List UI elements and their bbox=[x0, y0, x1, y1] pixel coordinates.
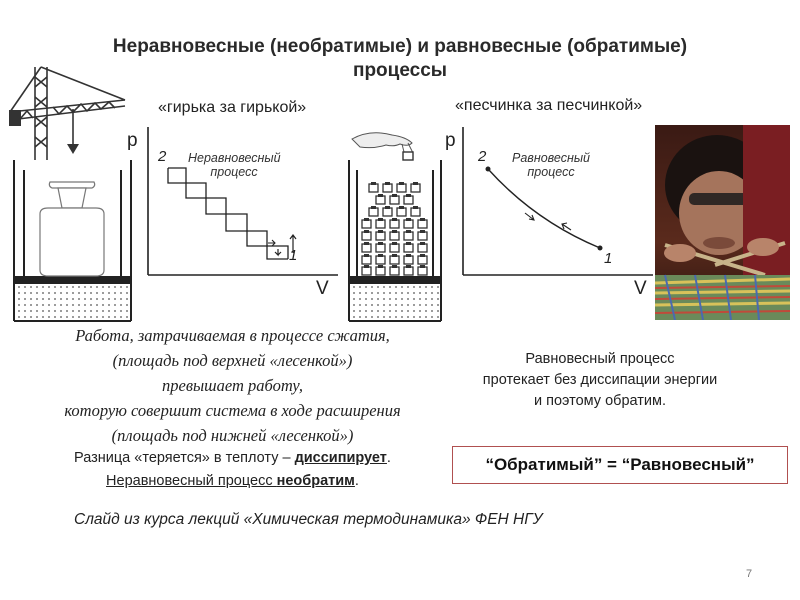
arrow-right-icon bbox=[268, 240, 275, 246]
left-pv-graph bbox=[140, 125, 340, 280]
difference-keyword: диссипирует bbox=[294, 450, 387, 466]
slide-credit: Слайд из курса лекций «Химическая термодинамика» ФЕН НГУ bbox=[74, 511, 543, 528]
right-text-line-3: и поэтому обратим. bbox=[534, 393, 666, 409]
irrev-keyword: необратим bbox=[276, 473, 355, 489]
piston-vessel-right bbox=[345, 158, 445, 323]
sand-mandala-photo bbox=[655, 125, 790, 320]
right-text-line-1: Равновесный процесс bbox=[525, 351, 675, 367]
slide-title-line2: процессы bbox=[352, 60, 448, 81]
crane-illustration bbox=[5, 62, 130, 162]
arrow-up-left-icon bbox=[562, 223, 571, 230]
left-text-line-3: превышает работу, bbox=[162, 376, 303, 395]
left-axis-y-label: p bbox=[127, 130, 138, 151]
slide-title-line1: Неравновесные (необратимые) и равновесные (обратимые) bbox=[112, 36, 688, 57]
left-text-line-4: которую совершит система в ходе расширения bbox=[64, 401, 401, 420]
left-curve-label-line1: Неравновесный bbox=[188, 151, 281, 165]
right-axis-y-label: p bbox=[445, 130, 456, 151]
left-text-line-2: (площадь под верхней «лесенкой») bbox=[112, 351, 353, 370]
left-axis-x-label: V bbox=[316, 278, 329, 299]
right-text-line-2: протекает без диссипации энергии bbox=[482, 372, 718, 388]
right-curve-label-line1: Равновесный bbox=[512, 151, 590, 165]
right-start-point bbox=[486, 167, 491, 172]
left-point-end: 1 bbox=[289, 247, 298, 264]
left-text-line-1: Работа, затрачиваемая в процессе сжатия, bbox=[75, 326, 390, 345]
left-subtitle: «гирька за гирькой» bbox=[158, 99, 307, 116]
irrev-prefix: Неравновесный процесс bbox=[106, 473, 277, 489]
arrow-up-icon bbox=[290, 235, 296, 253]
equality-box: “Обратимый” = “Равновесный” bbox=[452, 446, 788, 484]
arrow-down-right-icon bbox=[525, 213, 534, 220]
right-curve-label-line2: процесс bbox=[527, 165, 575, 179]
irrev-suffix: . bbox=[354, 473, 359, 489]
right-end-point bbox=[598, 246, 603, 251]
left-text-line-5: (площадь под нижней «лесенкой») bbox=[111, 426, 354, 445]
right-subtitle: «песчинка за песчинкой» bbox=[455, 97, 643, 114]
right-point-start: 2 bbox=[478, 148, 487, 165]
right-point-end: 1 bbox=[604, 250, 613, 267]
difference-suffix: . bbox=[386, 450, 391, 466]
difference-line bbox=[15, 450, 450, 466]
expansion-staircase bbox=[168, 168, 288, 259]
right-axis-x-label: V bbox=[634, 278, 647, 299]
left-curve-label-line2: процесс bbox=[210, 165, 258, 179]
equilibrium-curve bbox=[488, 169, 600, 248]
right-pv-graph bbox=[455, 125, 655, 280]
difference-prefix: Разница «теряется» в теплоту – bbox=[74, 450, 295, 466]
left-explanation bbox=[15, 323, 450, 448]
weight-block bbox=[40, 182, 104, 276]
sand-grain-pile bbox=[362, 182, 427, 275]
page-number: 7 bbox=[746, 568, 753, 580]
piston-vessel-left bbox=[10, 158, 135, 323]
irreversibility-line bbox=[15, 473, 450, 489]
right-explanation bbox=[445, 349, 755, 412]
left-point-start: 2 bbox=[158, 148, 167, 165]
arrow-down-icon bbox=[275, 249, 281, 255]
